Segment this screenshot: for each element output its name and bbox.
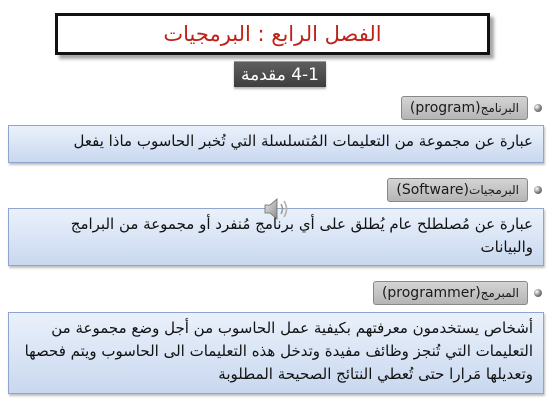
term-label-arabic: البرمجيات bbox=[469, 183, 519, 197]
term-row-program bbox=[401, 96, 542, 120]
bullet-icon bbox=[534, 186, 542, 194]
term-row-software bbox=[387, 178, 542, 202]
definition-text: أشخاص يستخدمون معرفتهم بكيفية عمل الحاسوب من أجل وضع مجموعة من التعليمات التي تُنجز وظائف مفيدة وتدخل هذه التعليمات الى الحاسوب ويتم فحصها وتعديلها مَرارا حتى تُعطي النتائج الصحيحة المطلوبة bbox=[24, 319, 533, 383]
definition-text: عبارة عن مُصلطلح عام يُطلق على أي برنامج مُنفرد أو مجموعة من البرامج والبيانات bbox=[70, 215, 533, 256]
term-label-english: (Software) bbox=[396, 182, 470, 198]
term-label-programmer bbox=[373, 281, 528, 305]
term-label-english: (programmer) bbox=[381, 285, 481, 301]
bullet-icon bbox=[534, 289, 542, 297]
term-label-arabic: البرنامج bbox=[480, 101, 519, 115]
definition-text: عبارة عن مجموعة من التعليمات المُتسلسلة التي تُخبر الحاسوب ماذا يفعل bbox=[73, 132, 533, 150]
term-label-software bbox=[387, 178, 528, 202]
slide-title: الفصل الرابع : البرمجيات bbox=[163, 22, 382, 46]
speaker-icon[interactable] bbox=[262, 195, 292, 223]
title-box bbox=[55, 13, 490, 55]
term-label-arabic: المبرمج bbox=[480, 286, 519, 300]
definition-box-programmer bbox=[8, 312, 544, 394]
section-heading: 4-1 مقدمة bbox=[240, 64, 320, 85]
definition-box-program bbox=[8, 125, 544, 163]
bullet-icon bbox=[534, 104, 542, 112]
term-row-programmer bbox=[373, 281, 542, 305]
term-label-english: (program) bbox=[409, 100, 481, 116]
term-label-program bbox=[401, 96, 528, 120]
section-badge bbox=[234, 61, 326, 87]
